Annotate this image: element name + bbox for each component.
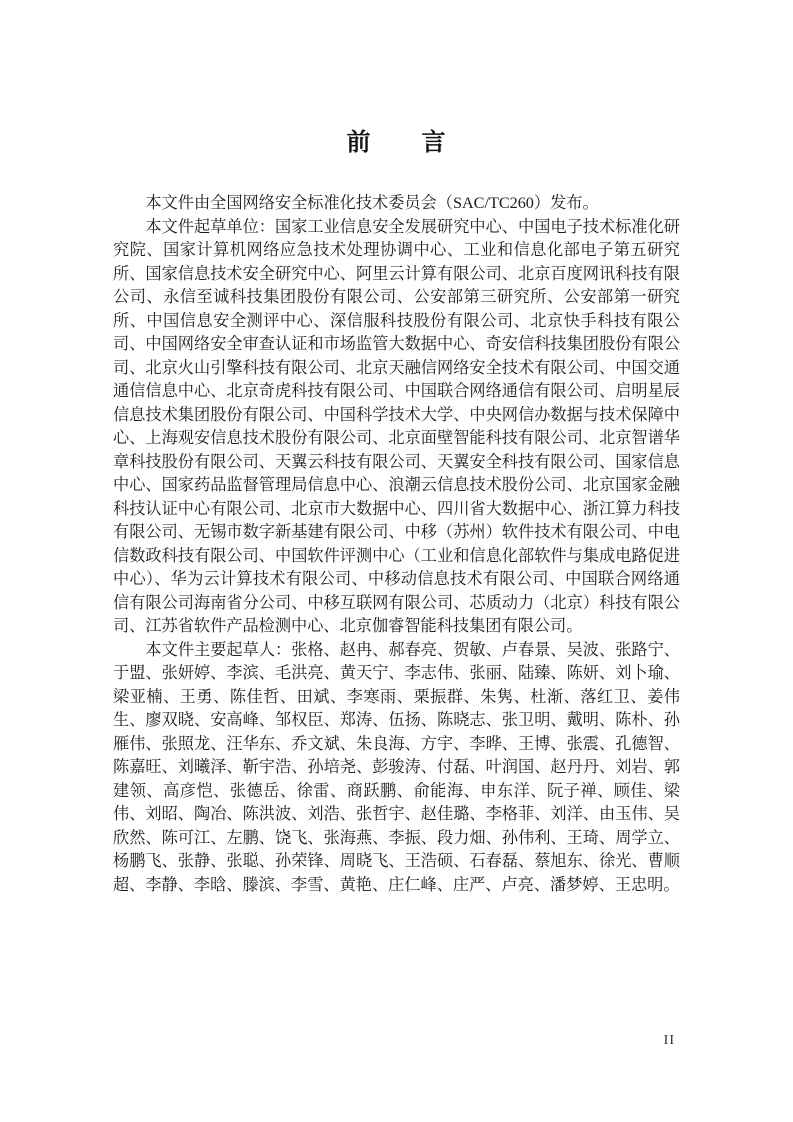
page-title: 前 言 <box>346 130 447 156</box>
paragraph-drafting-organizations: 本文件起草单位：国家工业信息安全发展研究中心、中国电子技术标准化研究院、国家计算机网络应急技术处理协调中心、工业和信息化部电子第五研究所、国家信息技术安全研究中心、阿里云计算有限公司、北京百度网讯科技有限公司、永信至诚科技集团股份有限公司、公安部第三研究所、公安部第一研究所、中国信息安全测评中心、深信服科技股份有限公司、北京快手科技有限公司、中国网络安全审查认证和市场监管大数据中心、奇安信科技集团股份有限公司、北京火山引擎科技有限公司、北京天融信网络安全技术有限公司、中国交通通信信息中心、北京奇虎科技有限公司、中国联合网络通信有限公司、启明星辰信息技术集团股份有限公司、中国科学技术大学、中央网信办数据与技术保障中心、上海观安信息技术股份有限公司、北京面壁智能科技有限公司、北京智谱华章科技股份有限公司、天翼云科技有限公司、天翼安全科技有限公司、国家信息中心、国家药品监督管理局信息中心、浪潮云信息技术股份公司、北京国家金融科技认证中心有限公司、北京市大数据中心、四川省大数据中心、浙江算力科技有限公司、无锡市数字新基建有限公司、中移（苏州）软件技术有限公司、中电信数政科技有限公司、中国软件评测中心（工业和信息化部软件与集成电路促进中心）、华为云计算技术有限公司、中移动信息技术有限公司、中国联合网络通信有限公司海南省分公司、中移互联网有限公司、芯质动力（北京）科技有限公司、江苏省软件产品检测中心、北京伽睿智能科技集团有限公司。 <box>113 217 680 635</box>
paragraph-issuer: 本文件由全国网络安全标准化技术委员会（SAC/TC260）发布。 <box>145 194 599 212</box>
paragraph-main-drafters: 本文件主要起草人：张格、赵冉、郝春亮、贺敏、卢春景、吴波、张路宁、于盟、张妍婷、李滨、毛洪亮、黄天宁、李志伟、张丽、陆臻、陈妍、刘卜瑜、梁亚楠、王勇、陈佳哲、田斌、李寒雨、栗振群、朱隽、杜渐、落红卫、姜伟生、廖双晓、安高峰、邹权臣、郑涛、伍扬、陈晓志、张卫明、戴明、陈朴、孙雁伟、张照龙、汪华东、乔文斌、朱良海、方宇、李晔、王博、张震、孔德智、陈嘉旺、刘曦泽、靳宇浩、孙培尧、彭骏涛、付磊、叶润国、赵丹丹、刘岩、郭建领、高彦恺、张德岳、徐雷、商跃鹏、俞能海、申东洋、阮子禅、顾佳、梁伟、刘昭、陶冶、陈洪波、刘浩、张哲宇、赵佳璐、李格菲、刘洋、由玉伟、吴欣然、陈可江、左鹏、饶飞、张海燕、李振、段力畑、孙伟利、王琦、周学立、杨鹏飞、张静、张聪、孙荣锋、周晓飞、王浩硕、石春磊、蔡旭东、徐光、曹顺超、李静、李晗、滕滨、李雪、黄艳、庄仁峰、庄严、卢亮、潘梦婷、王忠明。 <box>113 640 680 894</box>
document-body <box>113 192 680 897</box>
page-number: II <box>663 1033 675 1048</box>
